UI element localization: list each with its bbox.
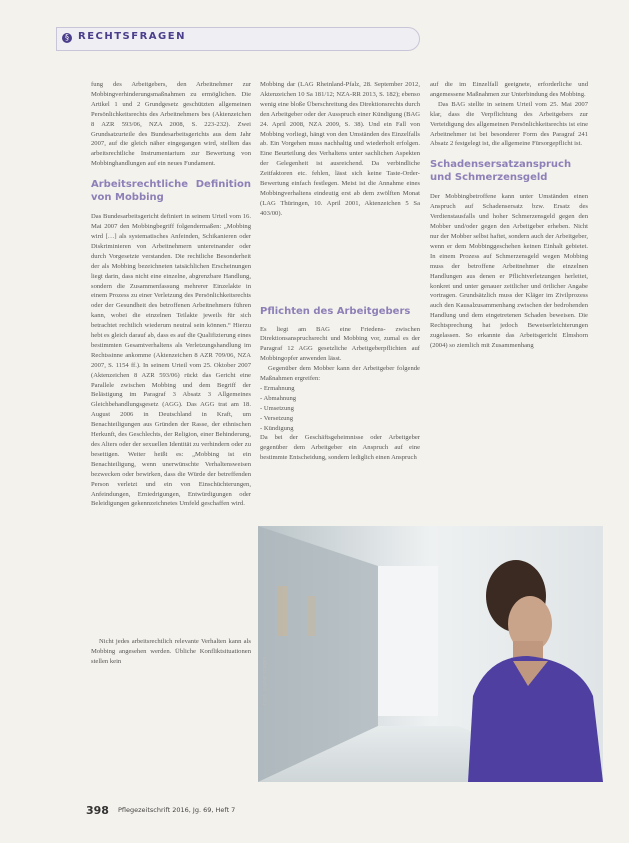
list-item: - Ermahnung	[260, 384, 295, 392]
subheading: Arbeitsrechtliche Definition von Mobbing	[91, 179, 251, 203]
paragraph: Das Bundesarbeitsgericht definiert in seinem Urteil vom 16. Mai 2007 den Mobbingbegriff folgendermaßen: „Mobbing wird […] als systematisches Anfeinden, Schikanieren oder Diskriminieren von Arbeitnehmern untereinander oder durch Vorgesetzte verstanden. Die rechtliche Besonderheit der als Mobbing bezeichneten tatsächlichen Erscheinungen liegt darin, dass nicht eine einzelne, abgrenzbare Handlung, sondern die Zusammenfassung mehrerer Einzelakte in einem Prozess zu einer Verletzung des Persönlichkeitsrechts oder der Gesundheit des betroffenen Arbeitnehmers führen kann, wobei die einzelnen Teilakte jeweils für sich betrachtet rechtlich wiederum neutral sein können.“ Hierzu hebt es gleich darauf ab, dass es auf die Qualifizierung eines bestimmten Gesamtverhaltens als Verletzungshandlung im Rechtssinne ankomme (Aktenzeichen 8 AZR 709/06, NZA 2007, S. 1154 ff.). In seinem Urteil vom 25. Oktober 2007 (Aktenzeichen 8 AZR 593/06) rückt das Gericht eine Parallele zwischen Mobbing und dem Begriff der Belästigung im Paragraf 3 Absatz 3 Allgemeines Gleichbehandlungsgesetz (AGG). Das AGG trat am 18. August 2006 in Deutschland in Kraft, um Benachteiligungen aus Gründen der Rasse, der ethnischen Herkunft, des Geschlechts, der Religion, einer Behinderung, des Alters oder der sexuellen Identität zu verhindern oder zu beseitigen. Weiter heißt es: „Mobbing ist ein Benachteiligung, wenn unerwünschte Verhaltensweisen bezwecken oder bewirken, dass die Würde der betreffenden Person verletzt und ein von Einschüchterungen, Anfeindungen, Erniedrigungen, Entwürdigungen oder Beleidigungen gekennzeichnetes Umfeld geschaffen wird.	[91, 213, 251, 508]
paragraph: Der Mobbingbetroffene kann unter Umständen einen Anspruch auf Schadensersatz bzw. Ersatz des Verdienstausfalls und hoher Schmerzensgeld gegen den Mobber und/oder gegen den Arbeitgeber erheben. Nicht nur der Mobber selbst haftet, sondern auch der Arbeitgeber, wenn er dem Mobbinggeschehen keinen Einhalt gebietet. In einem Prozess auf Schmerzensgeld wegen Mobbing muss der betroffene Arbeitnehmer die einzelnen Handlungen aus denen er Pflichtverletzungen herleitet, konkret und unter genauer zeitlicher und örtlicher Angabe vortragen. Grundsätzlich muss der Kläger im Zivilprozess auch den Kausalzusammenhang zwischen der bedrohenden Handlung und dem eingetretenen Schaden beweisen. Die Rechtsprechung hat jedoch Beweiserleichterungen zugelassen. So erkannte das Arbeitsgericht Elmshorn (2004) so ziemlich mit Zusammenhang	[430, 193, 588, 349]
section-title: RECHTSFRAGEN	[78, 31, 186, 42]
photo-credit: Foto: Jupiterimages	[262, 656, 268, 705]
column-2	[260, 80, 420, 473]
paragraph: Gegenüber dem Mobber kann der Arbeitgeber folgende Maßnahmen ergreifen:	[260, 365, 420, 383]
paragraph: Nicht jedes arbeitsrechtlich relevante Verhalten kann als Mobbing angesehen werden. Übliche Konfliktsituationen stellen kein	[91, 638, 251, 665]
section-bullet-icon: §	[62, 33, 72, 43]
paragraph: auf die im Einzelfall geeignete, erforderliche und angemessene Maßnahmen zur Unterbindung des Mobbing.	[430, 81, 588, 98]
subheading: Schadensersatzanspruch und Schmerzensgeld	[430, 159, 572, 183]
paragraph: Es liegt am BAG eine Friedens- zwischen Direktionsanspruchsrecht und Mobbing vor, zumal es der Paragraf 12 AGG gesetzliche Arbeitgeberpflichten auf Mobbingopfer anwenden lässt.	[260, 325, 420, 363]
paragraph: fung des Arbeitgebers, den Arbeitnehmer zur Mobbingverhinderungsmaßnahmen zu ermöglichen. Die Artikel 1 und 2 Grundgesetz geschützten allgemeinen Persönlichkeitsrechts des Arbeitnehmers bes (Aktenzeichen 8 AZR 593/06, NZA 2008, S. 223-232). Zwei Grundsatzurteile des Bundesarbeitsgerichts aus dem Jahr 2007, auf die gleich näher eingegangen wird, stellten das arbeitsrechtliche Instrumentarium zur Bewertung von Mobbinghandlungen auf ein neues Fundament.	[91, 81, 251, 168]
magazine-citation: Pflegezeitschrift 2016, Jg. 69, Heft 7	[118, 806, 236, 814]
list-item: - Versetzung	[260, 414, 294, 422]
list-item: - Abmahnung	[260, 394, 297, 402]
column-1	[91, 80, 251, 667]
nurse-photo	[258, 526, 603, 782]
paragraph: Mobbing dar (LAG Rheinland-Pfalz, 28. September 2012, Aktenzeichen 10 Sa 181/12; NZA-RR 2013, S. 182); ebenso wenig eine bloße Überschreitung des Direktionsrechts durch den Arbeitgeber oder der Ausspruch einer Kündigung (BAG 24. April 2008, NZA 2009, S. 38). Und ein Fall von Mobbing vorliegt, hängt von den Umständen des Einzelfalls ab. Ein Vorgehen muss nachhaltig und wiederholt erfolgen. Eine Beurteilung des Verhaltens unter sachlichen Aspekten der Gelegenheit ist ausreichend. Da verbindliche Zeitfaktoren etc. fehlen, lässt sich keine Taste-Order-Bewertung einfach festlegen. Meist ist die Annahme eines Mobbingverhaltens eindeutig erst ab dem zwölften Monat (LAG Thüringen, 10. April 2001, Aktenzeichen 5 Sa 403/00).	[260, 81, 420, 217]
list-item: - Kündigung	[260, 424, 294, 432]
subheading: Pflichten des Arbeitgebers	[260, 306, 411, 317]
list-item: - Umsetzung	[260, 404, 294, 412]
column-3	[430, 80, 588, 457]
photo-illustration	[258, 526, 603, 782]
paragraph: Das BAG stellte in seinem Urteil vom 25. Mai 2007 klar, dass die Verpflichtung des Arbeitgebers zur Verteidigung des allgemeinen Persönlichkeitsrechts ist eine Arbeitnehmer ist bei besonderer Form des Paragraf 241 Absatz 2 festgelegt ist, die allgemeine Fürsorgepflicht ist.	[430, 100, 588, 148]
page-number: 398	[86, 804, 109, 817]
paragraph: Da bei der Geschäftsgeheimnisse oder Arbeitgeber gegenüber dem Arbeitgeber ein Anspruch auf eine bestimmte Entscheidung, sondern lediglich einen Anspruch	[260, 434, 420, 462]
